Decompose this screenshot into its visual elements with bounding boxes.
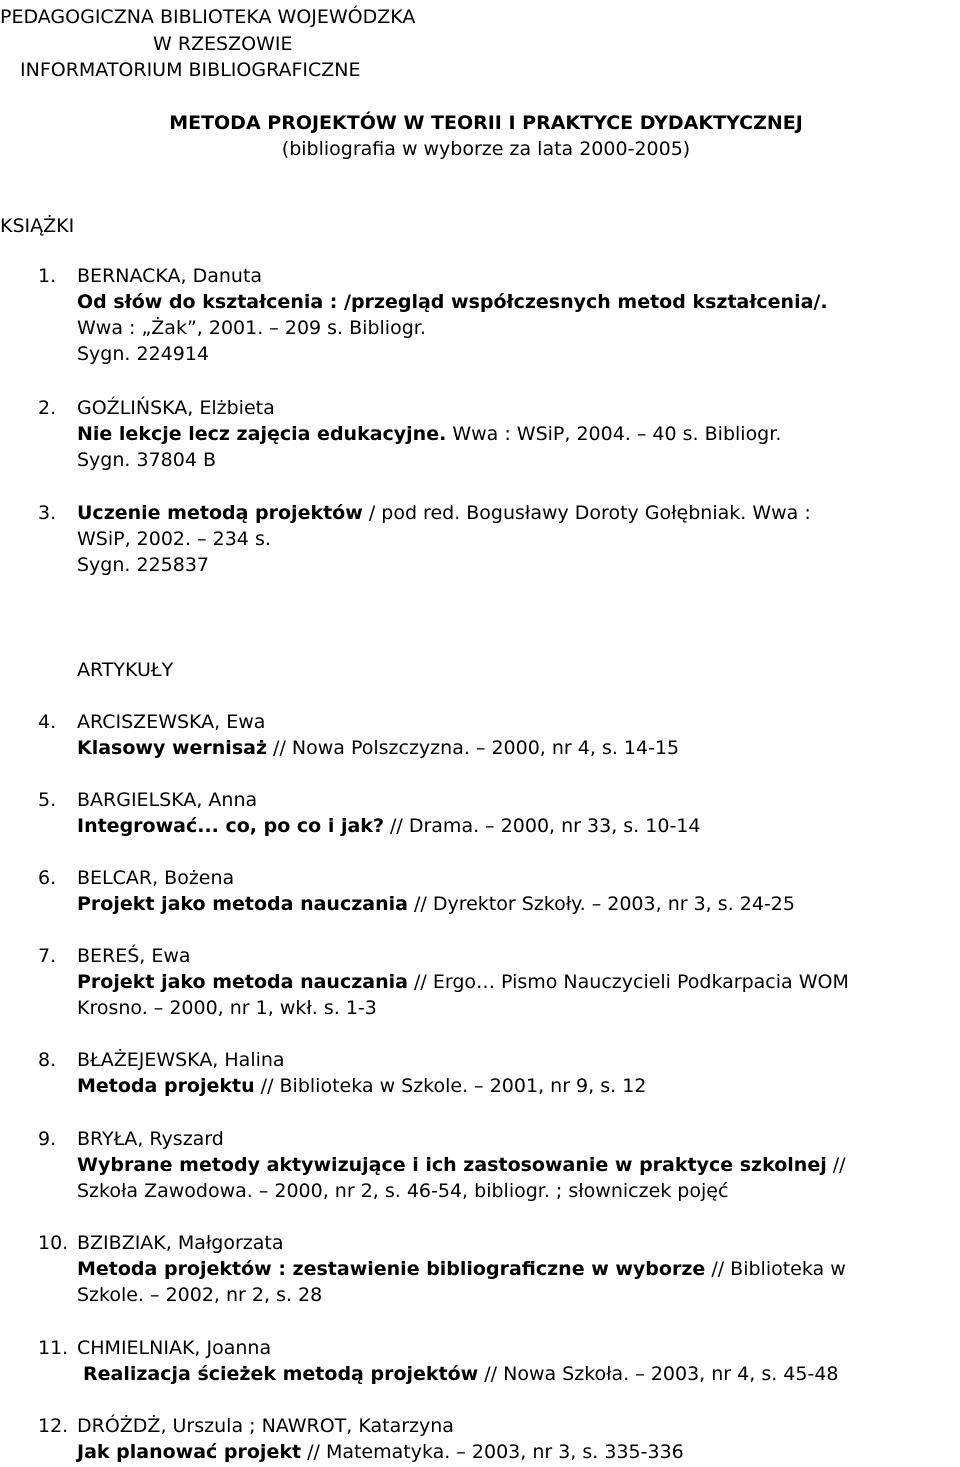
entry-number: 9. [38,1128,57,1150]
entry-call-number: Sygn. 224914 [77,343,210,365]
entry-source: // Nowa Polszczyzna. – 2000, nr 4, s. 14-15 [267,737,680,759]
bibliography-entry [38,1047,958,1099]
entry-call-number: Sygn. 37804 B [77,449,217,471]
bibliography-entry [38,1413,958,1465]
entry-source-continued: Szkoła Zawodowa. – 2000, nr 2, s. 46-54, bibliogr. ; słowniczek pojęć [77,1180,729,1202]
entry-author: BARGIELSKA, Anna [77,789,258,811]
bibliography-entry [38,1230,958,1308]
entry-author: DRÓŻDŻ, Urszula ; NAWROT, Katarzyna [77,1415,454,1437]
entry-title: Integrować... co, po co i jak? [77,815,384,837]
entry-number: 3. [38,502,57,524]
entry-number: 1. [38,265,57,287]
entry-source: // Nowa Szkoła. – 2003, nr 4, s. 45-48 [478,1363,839,1385]
entry-publication: / pod red. Bogusławy Doroty Gołębniak. Wwa : [362,502,811,524]
bibliography-entry [38,1335,958,1387]
bibliography-entry [38,787,958,839]
entry-author: BEREŚ, Ewa [77,945,191,967]
entry-title: Realizacja ścieżek metodą projektów [83,1363,479,1385]
entry-title: Od słów do kształcenia : /przegląd współczesnych metod kształcenia/. [77,291,828,313]
entry-publication: Wwa : „Żak”, 2001. – 209 s. Bibliogr. [77,317,426,339]
header-line-1: PEDAGOGICZNA BIBLIOTEKA WOJEWÓDZKA [0,6,416,28]
bibliography-entry [38,500,958,578]
entry-number: 2. [38,397,57,419]
bibliography-entry [38,709,958,761]
entry-source: // Biblioteka w [705,1258,846,1280]
entry-author: BELCAR, Bożena [77,867,235,889]
bibliography-entry [38,395,958,473]
entry-number: 11. [38,1337,69,1359]
entry-source: // Dyrektor Szkoły. – 2003, nr 3, s. 24-25 [407,893,795,915]
entry-author: BZIBZIAK, Małgorzata [77,1232,284,1254]
entry-title: Nie lekcje lecz zajęcia edukacyjne. [77,423,447,445]
entry-title: Uczenie metodą projektów [77,502,363,524]
document-subtitle: (bibliografia w wyborze za lata 2000-2005) [281,138,691,160]
entry-author: BRYŁA, Ryszard [77,1128,224,1150]
entry-publication: Wwa : WSiP, 2004. – 40 s. Bibliogr. [446,423,782,445]
entry-title: Jak planować projekt [77,1441,302,1463]
entry-title: Wybrane metody aktywizujące i ich zastosowanie w praktyce szkolnej [77,1154,827,1176]
entry-number: 8. [38,1049,57,1071]
entry-number: 7. [38,945,57,967]
entry-number: 6. [38,867,57,889]
entry-title: Metoda projektu [77,1075,255,1097]
entry-title: Projekt jako metoda nauczania [77,971,408,993]
bibliography-entry [38,263,958,367]
entry-title: Klasowy wernisaż [77,737,268,759]
entry-source: // [826,1154,846,1176]
entry-number: 12. [38,1415,69,1437]
bibliography-entry [38,865,958,917]
entry-author: ARCISZEWSKA, Ewa [77,711,266,733]
entry-source-continued: Szkole. – 2002, nr 2, s. 28 [77,1284,323,1306]
entry-title: Metoda projektów : zestawienie bibliograficzne w wyborze [77,1258,706,1280]
entry-author: BŁAŻEJEWSKA, Halina [77,1049,285,1071]
entry-call-number: Sygn. 225837 [77,554,210,576]
entry-author: CHMIELNIAK, Joanna [77,1337,272,1359]
bibliography-entry [38,1126,958,1204]
entry-source: // Ergo… Pismo Nauczycieli Podkarpacia WOM [407,971,849,993]
header-line-2: W RZESZOWIE [153,33,293,55]
section-articles-heading: ARTYKUŁY [77,659,174,681]
document-title: METODA PROJEKTÓW W TEORII I PRAKTYCE DYDAKTYCZNEJ [169,112,803,134]
entry-author: BERNACKA, Danuta [77,265,263,287]
entry-source: // Biblioteka w Szkole. – 2001, nr 9, s. 12 [254,1075,647,1097]
header-line-3: INFORMATORIUM BIBLIOGRAFICZNE [20,59,361,81]
entry-number: 5. [38,789,57,811]
bibliography-entry [38,943,958,1021]
entry-publication-continued: WSiP, 2002. – 234 s. [77,528,271,550]
entry-source: // Matematyka. – 2003, nr 3, s. 335-336 [301,1441,684,1463]
entry-number: 4. [38,711,57,733]
entry-number: 10. [38,1232,69,1254]
entry-source: // Drama. – 2000, nr 33, s. 10-14 [383,815,701,837]
entry-author: GOŹLIŃSKA, Elżbieta [77,397,275,419]
entry-title: Projekt jako metoda nauczania [77,893,408,915]
section-books-heading: KSIĄŻKI [0,215,75,237]
entry-source-continued: Krosno. – 2000, nr 1, wkł. s. 1-3 [77,997,377,1019]
